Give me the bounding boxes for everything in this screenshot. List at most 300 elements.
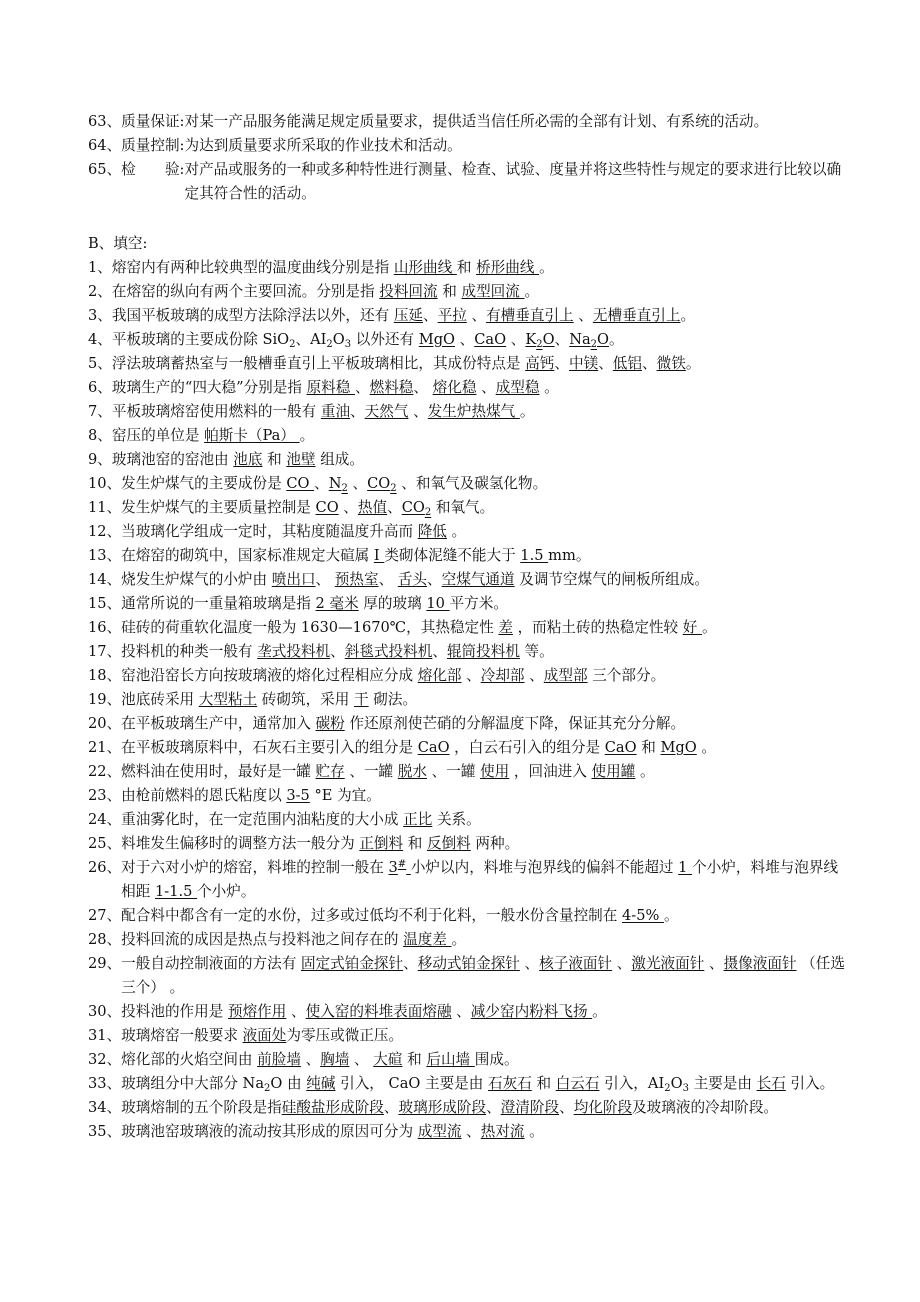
answer-blank: 正比 <box>403 811 433 828</box>
fill-in-item <box>88 688 848 712</box>
item-number: 22、 <box>88 763 122 780</box>
question-text: 、 <box>314 475 329 492</box>
question-text: 平方米。 <box>449 595 508 612</box>
answer-blank: 2 <box>390 483 397 494</box>
item-text <box>121 640 848 664</box>
fill-in-item <box>88 640 848 664</box>
fill-in-item <box>88 256 848 280</box>
answer-blank: 4-5% <box>622 907 665 924</box>
question-text: 、 <box>347 475 368 492</box>
question-text: 2 <box>289 339 296 350</box>
item-text <box>121 832 848 856</box>
question-text: 、 <box>612 955 632 972</box>
item-text <box>121 1096 848 1120</box>
question-text: 和 <box>403 835 427 852</box>
answer-blank: 白云石 <box>555 1075 600 1092</box>
question-text: 。 <box>609 331 624 348</box>
question-text: 我国平板玻璃的成型方法除浮法以外，还有 <box>111 307 394 324</box>
item-text <box>121 1000 848 1024</box>
question-text: 、 <box>300 1051 321 1068</box>
answer-blank: 澄清阶段 <box>500 1099 560 1116</box>
question-text: 在熔窑的砌筑中，国家标准规定大碹属 <box>121 547 374 564</box>
fill-in-item <box>88 1072 848 1096</box>
question-text: 、 <box>413 379 433 396</box>
answer-blank: O <box>597 331 610 348</box>
item-number: 29、 <box>88 955 122 972</box>
item-text <box>121 496 848 520</box>
question-text: 组成。 <box>315 451 364 468</box>
item-number: 15、 <box>88 595 122 612</box>
item-text <box>121 568 848 592</box>
fill-in-item <box>88 520 848 544</box>
answer-blank: 液面处 <box>242 1027 287 1044</box>
question-text: 玻璃熔窑一般要求 <box>121 1027 243 1044</box>
answer-blank: 石灰石 <box>488 1075 532 1092</box>
answer-blank: 3-5 <box>286 787 310 804</box>
question-text: 一般自动控制液面的方法有 <box>121 955 301 972</box>
fill-in-item <box>88 952 848 1000</box>
item-text <box>121 688 848 712</box>
fill-in-item <box>88 904 848 928</box>
item-number: 18、 <box>88 667 122 684</box>
question-text: 关系。 <box>432 811 481 828</box>
answer-blank: 摄像液面针 <box>723 955 797 972</box>
item-number: 11、 <box>88 499 122 516</box>
answer-blank: 后山墙 <box>426 1051 475 1068</box>
answer-blank: 垄式投料机 <box>257 643 331 660</box>
fill-in-item <box>88 496 848 520</box>
item-number: 23、 <box>88 787 122 804</box>
question-text: 、 <box>349 1051 374 1068</box>
answer-blank: 均化阶段 <box>573 1099 633 1116</box>
item-text <box>121 1024 848 1048</box>
answer-blank: 成型流 <box>417 1123 462 1140</box>
question-text: 3 <box>682 1083 689 1094</box>
item-number: 9、 <box>88 451 112 468</box>
item-text <box>121 664 848 688</box>
fill-in-item <box>88 784 848 808</box>
answer-blank: CO <box>286 475 315 492</box>
item-number: 35、 <box>88 1123 122 1140</box>
question-text: 砌法。 <box>368 691 418 708</box>
question-text: 、AI <box>295 331 327 348</box>
item-text <box>112 376 848 400</box>
question-text: 、 <box>286 1003 306 1020</box>
question-text: 等。 <box>519 643 554 660</box>
item-number: 10、 <box>88 475 122 492</box>
item-number: 13、 <box>88 547 122 564</box>
fill-in-item <box>88 808 848 832</box>
fill-in-item <box>88 376 848 400</box>
item-number: 19、 <box>88 691 122 708</box>
question-text: 。 <box>702 619 717 636</box>
question-text: 引入， CaO 主要是由 <box>335 1075 489 1092</box>
question-text: 。 <box>592 1003 607 1020</box>
fill-in-item <box>88 328 848 352</box>
item-number: 5、 <box>88 355 112 372</box>
answer-blank: 燃料稳 <box>369 379 414 396</box>
question-text: O <box>332 331 345 348</box>
question-text: 、 <box>350 403 365 420</box>
answer-blank: 热对流 <box>480 1123 525 1140</box>
answer-blank: 低铝 <box>612 355 642 372</box>
answer-blank: CaO <box>417 739 450 756</box>
question-text: 。 <box>680 307 696 324</box>
item-number: 7、 <box>88 403 112 420</box>
item-text <box>121 904 848 928</box>
definition-text: 对产品或服务的一种或多种特性进行测量、检查、试验、度量并将这些特性与规定的要求进行比较以确定其符合性的活动。 <box>184 161 842 202</box>
question-text: 对于六对小炉的熔窑，料堆的控制一般在 <box>121 859 389 876</box>
item-number: 28、 <box>88 931 122 948</box>
answer-blank: 前脸墙 <box>257 1051 301 1068</box>
question-text: 、 <box>554 331 570 348</box>
answer-blank: 桥形曲线 <box>476 259 540 276</box>
question-text: 小炉以内，料堆与泡界线的偏斜不能超过 <box>410 859 679 876</box>
item-number: 27、 <box>88 907 122 924</box>
question-text: 硅砖的荷重软化温度一般为 1630—1670℃，其热稳定性 <box>121 619 499 636</box>
item-number: 24、 <box>88 811 122 828</box>
answer-blank: 辊筒投料机 <box>446 643 520 660</box>
answer-blank: 好 <box>682 619 702 636</box>
question-text: 引入。 <box>785 1075 835 1092</box>
question-text: 。 <box>519 403 535 420</box>
item-number: 33、 <box>88 1075 122 1092</box>
item-text <box>121 808 848 832</box>
answer-blank: 中镁 <box>568 355 599 372</box>
question-text: 料堆发生偏移时的调整方法一般分为 <box>121 835 360 852</box>
answer-blank: 预热室 <box>334 571 379 588</box>
question-text: 个小炉，料堆与泡界线相距 <box>121 859 839 900</box>
answer-blank: # <box>397 859 407 870</box>
answer-blank: 贮存 <box>315 763 345 780</box>
answer-blank: Na <box>569 331 591 348</box>
question-text: 、 <box>519 955 540 972</box>
answer-blank: 3 <box>388 859 398 876</box>
question-text: 及调节空煤气的闸板所组成。 <box>514 571 709 588</box>
answer-blank: 2 毫米 <box>315 595 359 612</box>
answer-blank: 有槽垂直引上 <box>486 307 574 324</box>
item-number: 6、 <box>88 379 112 396</box>
question-text: 。 <box>664 907 679 924</box>
item-number: 16、 <box>88 619 122 636</box>
fill-in-item <box>88 592 848 616</box>
question-text: 、 <box>355 379 370 396</box>
fill-in-item <box>88 736 848 760</box>
fill-in-item <box>88 1024 848 1048</box>
question-text: 投料回流的成因是热点与投料池之间存在的 <box>121 931 404 948</box>
answer-blank: 成型稳 <box>495 379 540 396</box>
question-text: 重油雾化时，在一定范围内油粘度的大小成 <box>121 811 404 828</box>
item-text <box>121 1048 848 1072</box>
item-number: 31、 <box>88 1027 122 1044</box>
answer-blank: I <box>373 547 385 564</box>
answer-blank: 原料稳 <box>306 379 355 396</box>
question-text: 、 <box>315 571 335 588</box>
question-text: 引入，AI <box>599 1075 665 1092</box>
question-text: 主要是由 <box>688 1075 757 1092</box>
answer-blank: 喷出口 <box>271 571 316 588</box>
question-text: 和 <box>531 1075 556 1092</box>
question-text: 。 <box>299 427 315 444</box>
answer-blank: 池壁 <box>286 451 316 468</box>
answer-blank: 碳粉 <box>315 715 345 732</box>
question-text: 、 <box>378 571 398 588</box>
item-text <box>121 736 848 760</box>
question-text: 玻璃生产的“四大稳”分别是指 <box>111 379 307 396</box>
answer-blank: 玻璃形成阶段 <box>398 1099 487 1116</box>
fill-in-item <box>88 400 848 424</box>
answer-blank: 平拉 <box>437 307 467 324</box>
answer-blank: K <box>525 331 537 348</box>
fill-in-item <box>88 1000 848 1024</box>
answer-blank: 干 <box>354 691 369 708</box>
definition-term: 质量控制: <box>121 137 185 154</box>
question-text: 平板玻璃熔窑使用燃料的一般有 <box>111 403 321 420</box>
question-text: 、 <box>427 571 442 588</box>
question-text: 和 <box>402 1051 427 1068</box>
fill-in-item <box>88 280 848 304</box>
question-text: 个小炉。 <box>197 883 256 900</box>
question-text: 2 <box>664 1083 671 1094</box>
question-text: 作还原剂使芒硝的分解温度下降，保证其充分分解。 <box>344 715 686 732</box>
item-number: 21、 <box>88 739 122 756</box>
question-text: ，回油进入 <box>509 763 592 780</box>
answer-blank: 微铁 <box>656 355 686 372</box>
definition-number: 65、 <box>88 161 122 178</box>
question-text: 投料池的作用是 <box>121 1003 228 1020</box>
item-number: 17、 <box>88 643 122 660</box>
question-text: 和 <box>456 259 477 276</box>
question-text: 3 <box>344 339 352 350</box>
question-text: 在平板玻璃原料中，石灰石主要引入的组分是 <box>121 739 418 756</box>
question-text: 。 <box>446 523 467 540</box>
answer-blank: 冷却部 <box>480 667 525 684</box>
question-text: 和氧气。 <box>431 499 495 516</box>
question-text: 、 <box>506 331 526 348</box>
section-title: B、填空: <box>88 235 148 252</box>
answer-blank: 成型回流 <box>461 283 525 300</box>
definition-item <box>88 158 848 206</box>
answer-blank: 天然气 <box>364 403 409 420</box>
question-text: 、 <box>598 355 613 372</box>
answer-blank: 纯碱 <box>306 1075 336 1092</box>
question-text: 、 <box>423 307 438 324</box>
question-text: 烧发生炉煤气的小炉由 <box>121 571 272 588</box>
definition-number: 64、 <box>88 137 122 154</box>
question-text: 。 <box>635 763 655 780</box>
item-text <box>112 424 848 448</box>
question-text: 玻璃组分中大部分 Na <box>121 1075 265 1092</box>
answer-blank: O <box>542 331 555 348</box>
definition-term: 检 验: <box>121 161 185 178</box>
answer-blank: 核子液面针 <box>539 955 613 972</box>
item-number: 2、 <box>88 283 112 300</box>
answer-blank: 使用 <box>480 763 510 780</box>
item-text <box>121 472 848 496</box>
item-text <box>121 928 848 952</box>
item-number: 30、 <box>88 1003 122 1020</box>
item-text <box>112 448 848 472</box>
question-text: 两种。 <box>470 835 520 852</box>
question-text: 为零压或微正压。 <box>286 1027 404 1044</box>
question-text: 、 <box>559 1099 574 1116</box>
question-text: 、 <box>455 331 475 348</box>
question-text: 和 <box>262 451 287 468</box>
question-text: 、和氧气及碳氢化物。 <box>396 475 548 492</box>
question-text: 、 <box>330 643 345 660</box>
item-number: 32、 <box>88 1051 122 1068</box>
definitions-list <box>88 110 848 206</box>
question-text: mm。 <box>548 547 591 564</box>
question-text: 厚的玻璃 <box>358 595 427 612</box>
question-text: 2 <box>264 1083 271 1094</box>
item-number: 8、 <box>88 427 112 444</box>
question-text: O 由 <box>270 1075 307 1092</box>
answer-blank: 差 <box>498 619 513 636</box>
answer-blank: CO <box>315 499 339 516</box>
item-number: 3、 <box>88 307 112 324</box>
answer-blank: CaO <box>474 331 507 348</box>
answer-blank: 池底 <box>233 451 263 468</box>
answer-blank: 2 <box>424 507 432 518</box>
question-text: 。 <box>451 931 467 948</box>
question-text: 、 <box>383 1099 399 1116</box>
item-number: 12、 <box>88 523 122 540</box>
question-text: 、 <box>461 667 481 684</box>
question-text: 玻璃熔制的五个阶段是指 <box>121 1099 282 1116</box>
answer-blank: CO <box>367 475 391 492</box>
question-text: 三个部分。 <box>587 667 666 684</box>
answer-blank: MgO <box>418 331 456 348</box>
answer-blank: 帕斯卡（Pa） <box>204 427 300 444</box>
question-text: 砖砌筑，采用 <box>257 691 355 708</box>
answer-blank: 正倒料 <box>359 835 404 852</box>
answer-blank: 重油 <box>320 403 351 420</box>
question-text: 熔窑内有两种比较典型的温度曲线分别是指 <box>111 259 394 276</box>
fill-in-item <box>88 1096 848 1120</box>
fill-in-item <box>88 832 848 856</box>
item-number: 4、 <box>88 331 112 348</box>
item-text <box>121 856 848 904</box>
answer-blank: 使入窑的料堆表面熔融 <box>305 1003 452 1020</box>
answer-blank: 固定式铂金探针 <box>300 955 404 972</box>
fill-in-item <box>88 424 848 448</box>
question-text: 。 <box>524 283 540 300</box>
answer-blank: 胸墙 <box>320 1051 350 1068</box>
question-text: 、 <box>554 355 569 372</box>
question-text: 。 <box>539 379 559 396</box>
question-text: 、 <box>486 1099 501 1116</box>
question-text: 、 <box>476 379 496 396</box>
answer-blank: 高钙 <box>525 355 555 372</box>
question-text: 以外还有 <box>351 331 419 348</box>
question-text: 、 <box>642 355 657 372</box>
question-text: 、 <box>451 1003 471 1020</box>
fill-in-item <box>88 616 848 640</box>
question-text: 、一罐 <box>427 763 481 780</box>
answer-blank: 反倒料 <box>426 835 471 852</box>
item-text <box>121 616 848 640</box>
question-text: 、 <box>387 499 402 516</box>
item-text <box>112 280 848 304</box>
answer-blank: 熔化稳 <box>432 379 477 396</box>
answer-blank: 1-1.5 <box>155 883 198 900</box>
answer-blank: 无槽垂直引上 <box>592 307 681 324</box>
definition-text: 对某一产品服务能满足规定质量要求，提供适当信任所必需的全部有计划、有系统的活动。 <box>184 113 769 130</box>
fill-in-section <box>88 232 848 1144</box>
question-text: 、一罐 <box>344 763 398 780</box>
answer-blank: 脱水 <box>397 763 427 780</box>
fill-in-item <box>88 304 848 328</box>
question-text: 和 <box>437 283 462 300</box>
item-number: 26、 <box>88 859 122 876</box>
item-number: 1、 <box>88 259 112 276</box>
answer-blank: 长石 <box>756 1075 786 1092</box>
answer-blank: MgO <box>660 739 697 756</box>
question-text: 、 <box>432 643 447 660</box>
definition-term: 质量保证: <box>121 113 185 130</box>
answer-blank: 成型部 <box>543 667 588 684</box>
question-text: ，而粘土砖的热稳定性较 <box>512 619 683 636</box>
question-text: 、 <box>408 403 428 420</box>
question-text: 在平板玻璃生产中，通常加入 <box>121 715 316 732</box>
item-text <box>112 328 848 352</box>
answer-blank: 熔化部 <box>417 667 462 684</box>
question-text: （任选三个） 。 <box>121 955 845 996</box>
definition-number: 63、 <box>88 113 122 130</box>
item-text <box>121 544 848 568</box>
question-text: 2 <box>326 339 333 350</box>
answer-blank: CaO <box>604 739 637 756</box>
question-text: 浮法玻璃蓄热室与一般槽垂直引上平板玻璃相比，其成份特点是 <box>111 355 526 372</box>
question-text: 在熔窑的纵向有两个主要回流。分别是指 <box>111 283 380 300</box>
item-text <box>121 1072 848 1096</box>
fill-in-item <box>88 760 848 784</box>
question-text: 、 <box>461 1123 481 1140</box>
question-text: 、 <box>704 955 724 972</box>
question-text: 围成。 <box>474 1051 519 1068</box>
answer-blank: N <box>328 475 342 492</box>
answer-blank: 2 <box>590 339 598 350</box>
question-text: 。 <box>539 259 554 276</box>
question-text: 发生炉煤气的主要质量控制是 <box>121 499 316 516</box>
item-text <box>121 712 848 736</box>
definition-text: 为达到质量要求所采取的作业技术和活动。 <box>184 137 462 154</box>
definition-item <box>88 110 848 134</box>
answer-blank: 2 <box>341 483 348 494</box>
question-text: 和 <box>636 739 661 756</box>
answer-blank: 使用罐 <box>591 763 636 780</box>
fill-in-item <box>88 664 848 688</box>
question-text: 类砌体泥缝不能大于 <box>384 547 521 564</box>
fill-in-item <box>88 856 848 904</box>
fill-in-item <box>88 544 848 568</box>
question-text: 发生炉煤气的主要成份是 <box>121 475 287 492</box>
item-text <box>112 304 848 328</box>
answer-blank: 空煤气通道 <box>441 571 515 588</box>
answer-blank: 降低 <box>417 523 447 540</box>
answer-blank: 大型粘土 <box>198 691 258 708</box>
answer-blank: 山形曲线 <box>393 259 457 276</box>
answer-blank: 硅酸盐形成阶段 <box>281 1099 384 1116</box>
question-text: 配合料中都含有一定的水份，过多或过低均不利于化料，一般水份含量控制在 <box>121 907 623 924</box>
item-number: 34、 <box>88 1099 122 1116</box>
question-text: 、 <box>466 307 487 324</box>
question-text: 、 <box>403 955 418 972</box>
item-text <box>121 1120 848 1144</box>
item-number: 20、 <box>88 715 122 732</box>
answer-blank: 投料回流 <box>379 283 438 300</box>
